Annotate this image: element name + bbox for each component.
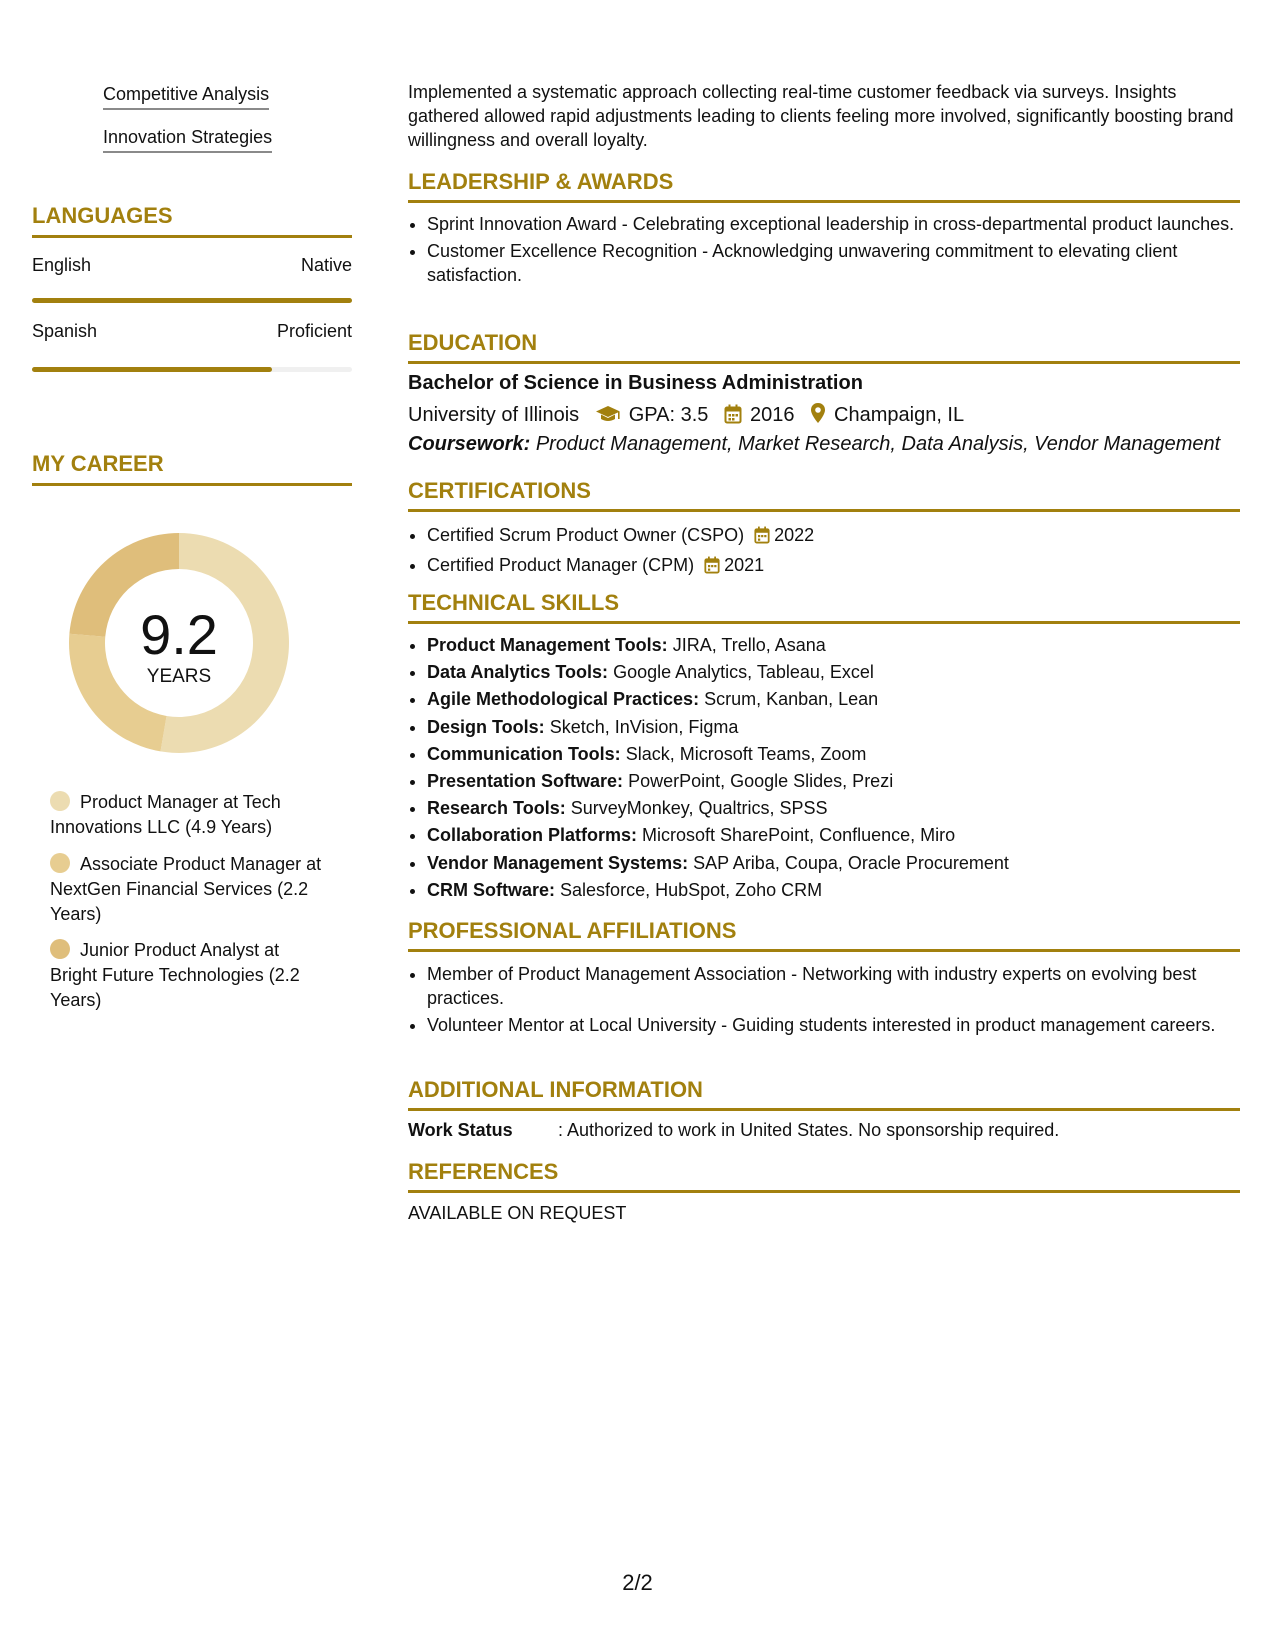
affiliation-item: • Volunteer Mentor at Local University - Guiding students interested in product management careers. (427, 1013, 1259, 1037)
skill-values: Salesforce, HubSpot, Zoho CRM (560, 879, 823, 900)
legend-dot (50, 853, 70, 873)
language-bar-english (32, 298, 352, 303)
career-item (50, 852, 330, 927)
location-pin-icon (810, 402, 826, 430)
legend-dot (50, 939, 70, 959)
career-donut-chart (66, 530, 292, 756)
career-item (50, 790, 330, 840)
career-item (50, 938, 330, 1013)
technical-skills-heading: TECHNICAL SKILLS (408, 590, 1240, 624)
legend-dot (50, 791, 70, 811)
skill-category: Design Tools: (427, 716, 545, 737)
skill-values: SAP Ariba, Coupa, Oracle Procurement (693, 852, 1009, 873)
skill-values: JIRA, Trello, Asana (672, 635, 826, 655)
school-name: University of Illinois (408, 404, 580, 426)
language-level: Proficient (276, 321, 352, 341)
affiliations-heading: PROFESSIONAL AFFILIATIONS (408, 918, 1240, 952)
work-status-value: : Authorized to work in United States. No sponsorship required. (558, 1120, 1060, 1140)
skill-category: Vendor Management Systems: (427, 852, 689, 873)
skill-category: Research Tools: (427, 798, 566, 819)
skill-values: Slack, Microsoft Teams, Zoom (625, 743, 867, 764)
certifications-heading: CERTIFICATIONS (408, 478, 1240, 512)
career-total-years: 9.2 (140, 603, 218, 666)
skill-innovation-strategies: Innovation Strategies (103, 127, 272, 153)
calendar-icon (754, 525, 770, 552)
education-heading: EDUCATION (408, 330, 1240, 364)
certification-name: Certified Product Manager (CPM) (427, 555, 695, 575)
certification-year: 2021 (724, 555, 765, 575)
technical-skill-item (427, 877, 1259, 904)
skill-values: Google Analytics, Tableau, Excel (613, 662, 874, 683)
skill-category: Presentation Software: (427, 771, 624, 792)
technical-skill-item (427, 768, 1259, 795)
technical-skill-item (427, 850, 1259, 877)
career-heading: MY CAREER (32, 451, 352, 486)
technical-skills-list (408, 632, 1259, 904)
experience-description: Implemented a systematic approach collecting real-time customer feedback via surveys. Insights gathered allowed rapid adjustments leading to clients feeling more involved, significantly boosting brand willingness and overall loyalty. (408, 82, 1234, 150)
language-bar-fill (32, 298, 352, 303)
coursework-list: Product Management, Market Research, Data Analysis, Vendor Management (535, 433, 1221, 455)
skill-values: Scrum, Kanban, Lean (704, 689, 879, 710)
gpa: GPA: 3.5 (628, 404, 709, 426)
work-status-label: Work Status (408, 1120, 513, 1140)
certifications-list (408, 522, 1259, 582)
language-bar-fill (32, 367, 272, 372)
certification-item (427, 522, 1259, 552)
graduation-year: 2016 (749, 404, 795, 426)
certification-name: Certified Scrum Product Owner (CSPO) (427, 525, 745, 545)
school-location: Champaign, IL (834, 404, 965, 426)
work-status-row (408, 1120, 1240, 1141)
technical-skill-item (427, 741, 1259, 768)
education-meta (408, 402, 964, 430)
skill-values: PowerPoint, Google Slides, Prezi (628, 771, 894, 792)
additional-info-heading: ADDITIONAL INFORMATION (408, 1077, 1240, 1111)
language-bar-spanish (32, 367, 352, 372)
leadership-item: • Sprint Innovation Award - Celebrating exceptional leadership in cross-departmental product launches. (427, 212, 1259, 236)
skill-category: Product Management Tools: (427, 635, 668, 655)
language-name: Spanish (32, 321, 98, 341)
coursework-label: Coursework: (408, 433, 531, 455)
leadership-list (408, 212, 1259, 287)
technical-skill-item (427, 659, 1259, 686)
certification-year: 2022 (774, 525, 815, 545)
skill-competitive-analysis: Competitive Analysis (103, 84, 269, 110)
career-item-label: Junior Product Analyst at Bright Future Technologies (2.2 Years) (50, 940, 300, 1010)
references-heading: REFERENCES (408, 1159, 1240, 1193)
references-text: AVAILABLE ON REQUEST (408, 1203, 627, 1223)
skill-category: Communication Tools: (427, 743, 621, 764)
affiliation-item: • Member of Product Management Association - Networking with industry experts on evolving best practices. (427, 962, 1259, 1010)
skill-values: Microsoft SharePoint, Confluence, Miro (642, 825, 956, 846)
technical-skill-item (427, 714, 1259, 741)
calendar-icon (724, 404, 742, 430)
skill-category: Agile Methodological Practices: (427, 689, 700, 710)
technical-skill-item (427, 686, 1259, 713)
leadership-heading: LEADERSHIP & AWARDS (408, 169, 1240, 203)
leadership-item: • Customer Excellence Recognition - Acknowledging unwavering commitment to elevating client satisfaction. (427, 239, 1259, 287)
technical-skill-item (427, 795, 1259, 822)
certification-item (427, 552, 1259, 582)
affiliations-list (408, 962, 1259, 1037)
language-name: English (32, 255, 92, 275)
language-level: Native (300, 255, 352, 275)
career-item-label: Associate Product Manager at NextGen Financial Services (2.2 Years) (50, 854, 322, 924)
skill-category: CRM Software: (427, 879, 556, 900)
graduation-cap-icon (595, 404, 621, 430)
calendar-icon (704, 555, 720, 582)
coursework (408, 433, 1220, 456)
degree-title: Bachelor of Science in Business Administration (408, 372, 863, 394)
career-item-label: Product Manager at Tech Innovations LLC (4.9 Years) (50, 792, 281, 837)
technical-skill-item (427, 632, 1259, 659)
career-years-label: YEARS (146, 666, 212, 687)
languages-heading: LANGUAGES (32, 203, 352, 238)
skill-values: SurveyMonkey, Qualtrics, SPSS (570, 798, 828, 819)
skill-values: Sketch, InVision, Figma (549, 716, 739, 737)
skill-category: Collaboration Platforms: (427, 825, 638, 846)
skill-category: Data Analytics Tools: (427, 662, 609, 683)
technical-skill-item (427, 822, 1259, 849)
page-number: 2/2 (622, 1570, 653, 1595)
